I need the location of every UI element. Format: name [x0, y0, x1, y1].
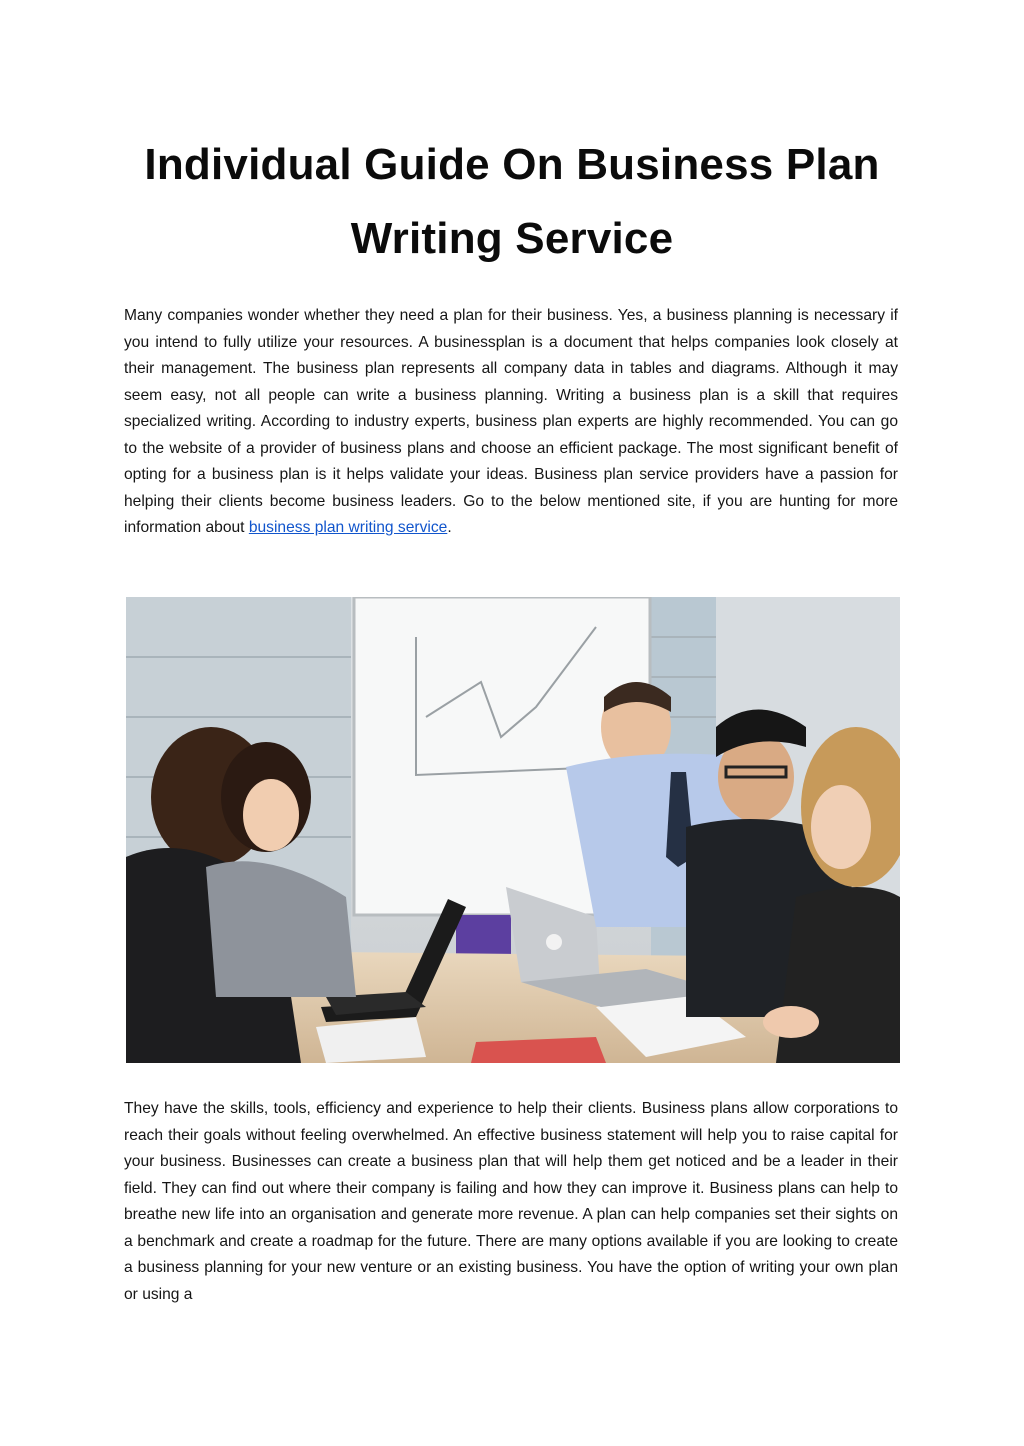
team-meeting-photo — [126, 597, 900, 1063]
document-title: Individual Guide On Business Plan Writing Service — [144, 140, 880, 263]
intro-paragraph — [124, 303, 898, 542]
business-plan-writing-service-link[interactable]: business plan writing service — [248, 519, 448, 536]
intro-text-end: . — [447, 519, 452, 536]
intro-text: Many companies wonder whether they need a plan for their business. Yes, a business planning is necessary if you intend to fully utilize your resources. A businessplan is a document that helps companies look closely at their management. The business plan represents all company data in tables and diagrams. Although it may seem easy, not all people can write a business planning. Writing a business plan is a skill that requires specialized writing. According to industry experts, business plan experts are highly recommended. You can go to the website of a provider of business plans and choose an efficient package. The most significant benefit of opting for a business plan is it helps validate your ideas. Business plan service providers have a passion for helping their clients become business leaders. Go to the below mentioned site, if you are hunting for more information about — [124, 307, 898, 536]
body-paragraph: They have the skills, tools, efficiency and experience to help their clients. Business plans allow corporations to reach their goals without feeling overwhelmed. An effective business statement will help you to raise capital for your business. Businesses can create a business plan that will help them get noticed and be a leader in their field. They can find out where their company is failing and how they can improve it. Business plans can help to breathe new life into an organisation and generate more revenue. A plan can help companies set their sights on a benchmark and create a roadmap for the future. There are many options available if you are looking to create a business planning for your new venture or an existing business. You have the option of writing your own plan or using a — [124, 1100, 898, 1303]
